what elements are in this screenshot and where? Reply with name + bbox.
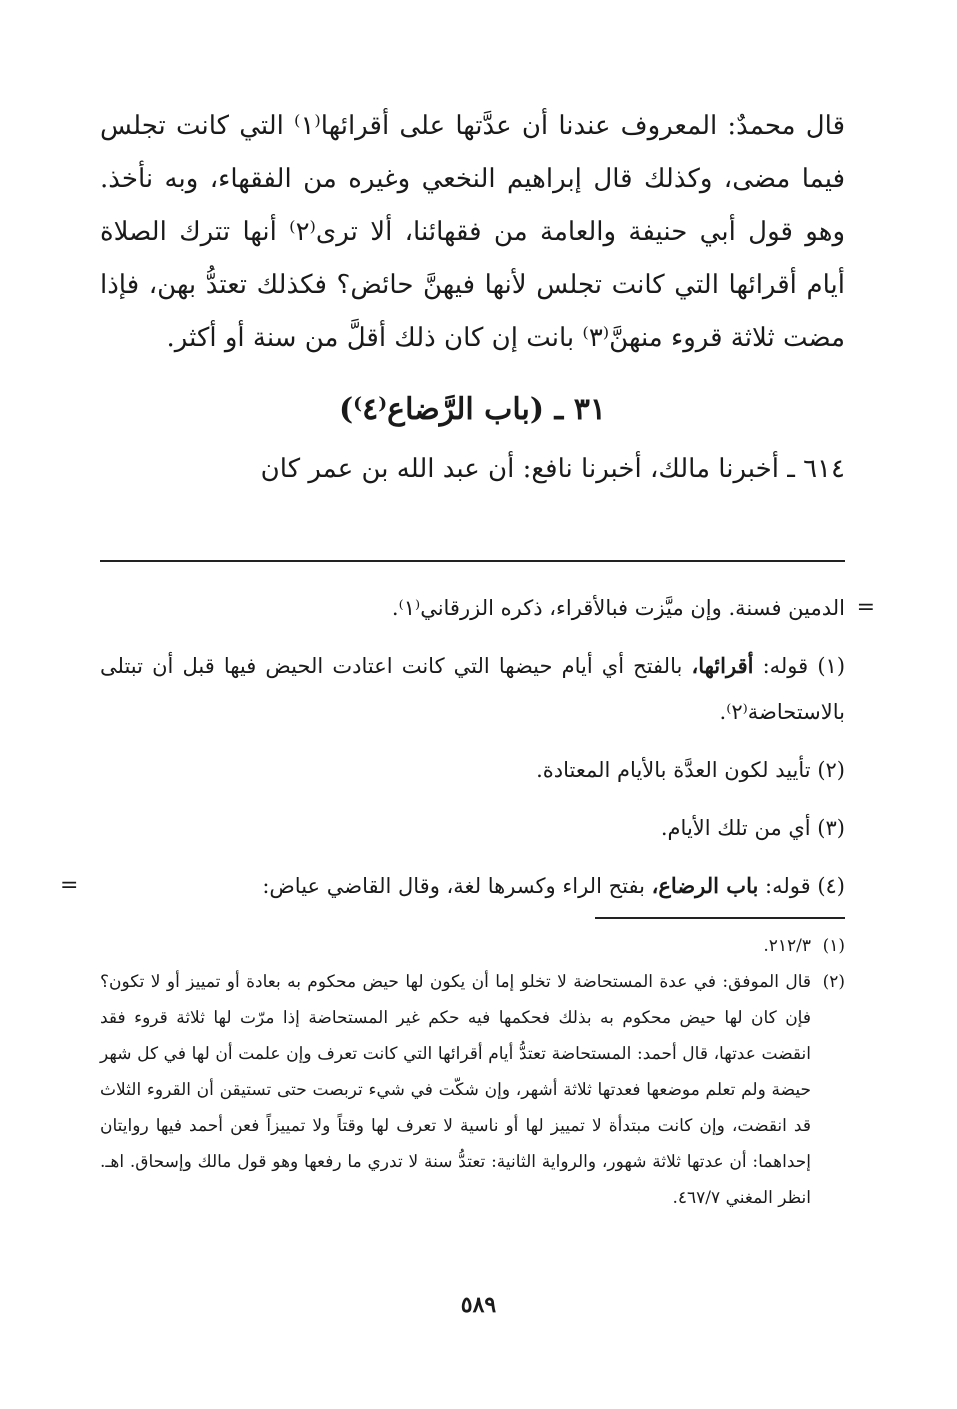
- main-body: [100, 100, 845, 496]
- footnote-4-number: (٤): [817, 874, 845, 898]
- subnote-2: [100, 964, 845, 1216]
- footnote-1-term: أقرائها،: [691, 653, 754, 678]
- footnote-4-marker: =: [60, 873, 79, 898]
- footnote-1: [100, 643, 845, 735]
- footnote-1-text: بالفتح أي أيام حيضها التي كانت اعتادت الحيض فيها قبل أن تبتلى بالاستحاضة⁽٢⁾.: [100, 654, 845, 724]
- footnote-continuation: [100, 585, 875, 631]
- main-paragraph: قال محمدٌ: المعروف عندنا أن عدَّتها على أقرائها⁽١⁾ التي كانت تجلس فيما مضى، وكذلك قال إبراهيم النخعي وغيره من الفقهاء، وبه نأخذ. وهو قول أبي حنيفة والعامة من فقهائنا، ألا ترى⁽٢⁾ أنها تترك الصلاة أيام أقرائها التي كانت تجلس لأنها فيهنَّ حائض؟ فكذلك تعتدُّ بهن، فإذا مضت ثلاثة قروء منهنَّ⁽٣⁾ بانت إن كان ذلك أقلَّ من سنة أو أكثر.: [100, 111, 846, 353]
- hadith-text: ٦١٤ ـ أخبرنا مالك، أخبرنا نافع: أن عبد الله بن عمر كان: [260, 454, 845, 484]
- subnote-1: [100, 928, 845, 964]
- footnote-1-prefix: قوله:: [762, 654, 809, 678]
- footnote-4: [60, 863, 845, 909]
- footnotes: [60, 585, 875, 921]
- main-text: [100, 100, 845, 496]
- footnote-4-text: بفتح الراء وكسرها لغة، وقال القاضي عياض:: [262, 874, 645, 898]
- continuation-text: الدمين فسنة. وإن ميَّزت فبالأقراء، ذكره الزرقاني⁽١⁾.: [391, 596, 845, 620]
- subnotes: [100, 928, 845, 1216]
- footnote-3: (٣) أي من تلك الأيام.: [660, 816, 845, 840]
- footnote-divider: [100, 560, 845, 562]
- footnote-4-prefix: قوله:: [765, 874, 811, 898]
- footnote-1-number: (١): [817, 654, 846, 678]
- footnote-4-term: باب الرضاع،: [651, 873, 759, 898]
- continuation-marker: =: [856, 595, 875, 620]
- subnote-2-text: قال الموفق: في عدة المستحاضة لا تخلو إما أن يكون لها حيض محكوم به بعادة أو تمييز أو لا تكون؟ فإن كان لها حيض محكوم به بذلك فحكمها فيه حكم غير المستحاضة إذا مرّت لها ثلاثة قروء فقد انقضت عدتها، قال أحمد: المستحاضة تعتدُّ أيام أقرائها التي كانت تعرف وإن علمت أن لها في كل شهر حيضة ولم تعلم موضعها فعدتها ثلاثة أشهر، وإن شكّت في شيء تربصت حتى تستيقن أن القروء الثلاث قد انقضت، وإن كانت مبتدأة لا تمييز لها أو ناسية لا تعرف لها وقتاً ولا تمييزاً فعن أحمد فيها روايتان إحداهما: أن عدتها ثلاثة شهور، والرواية الثانية: تعتدُّ سنة لا تدري ما رفعها وهو قول مالك وإسحاق. اهـ. انظر المغني ٤٦٧/٧.: [100, 972, 811, 1208]
- page-number: ٥٨٩: [460, 1292, 497, 1318]
- subnote-divider: [595, 917, 845, 919]
- footnote-2: (٢) تأييد لكون العدَّة بالأيام المعتادة.: [536, 758, 845, 782]
- subnote-2-number: (٢): [822, 972, 845, 992]
- subnote-1-number: (١): [822, 936, 845, 956]
- subnote-1-text: ٢١٢/٣.: [763, 936, 811, 956]
- chapter-heading: ٣١ ـ (باب الرَّضاع⁽٤⁾): [338, 392, 607, 427]
